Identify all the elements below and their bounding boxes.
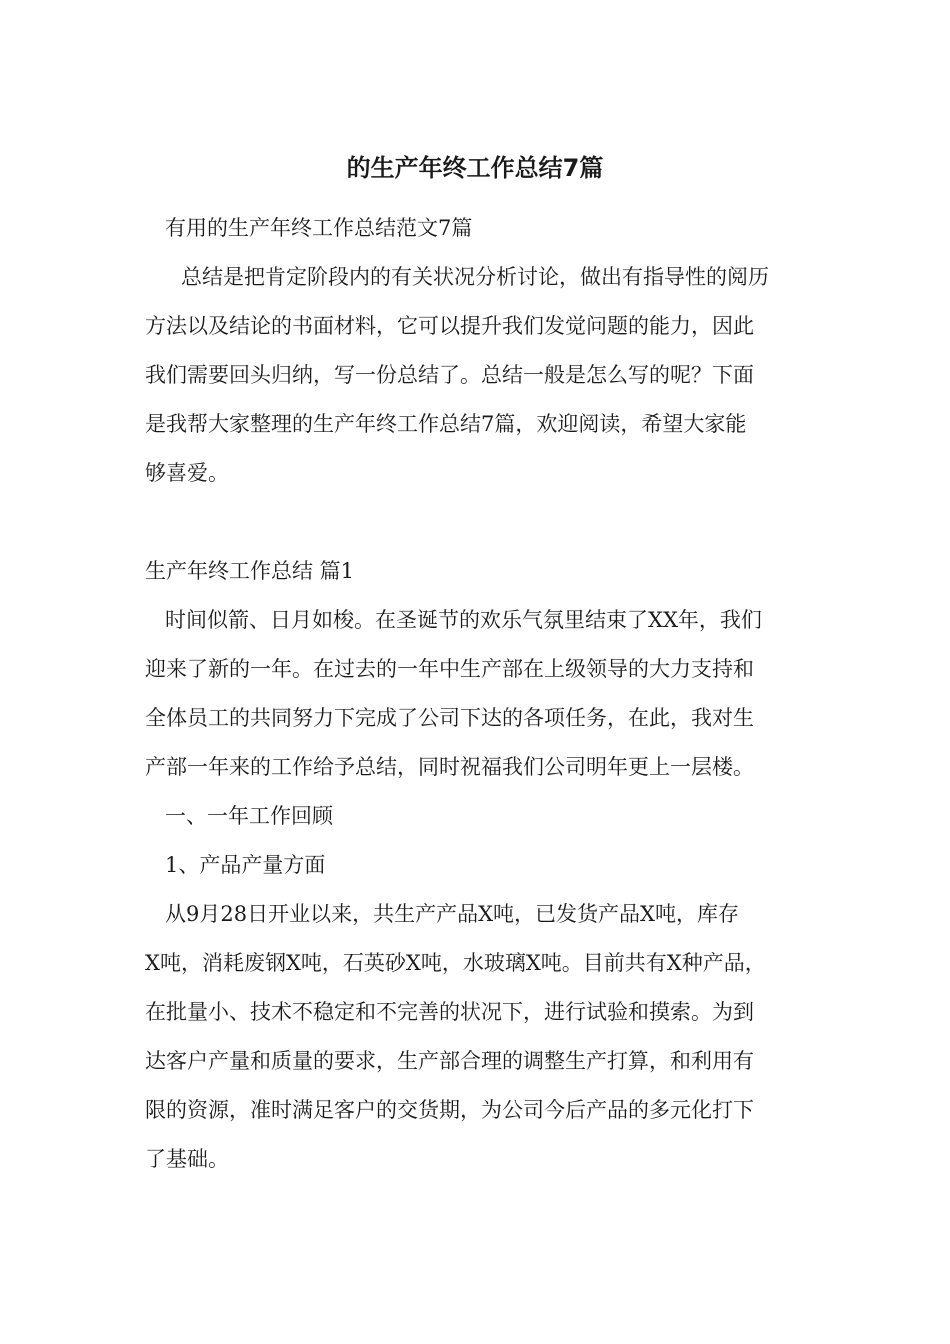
- paragraph-line: 从9月28日开业以来，共生产产品X吨，已发货产品X吨，库存: [165, 902, 739, 926]
- document-subtitle: 有用的生产年终工作总结范文7篇: [165, 216, 473, 240]
- paragraph-line: 在批量小、技术不稳定和不完善的状况下，进行试验和摸索。为到: [145, 1000, 754, 1024]
- paragraph-line: 达客户产量和质量的要求，生产部合理的调整生产打算，和利用有: [145, 1049, 754, 1073]
- intro-line: 是我帮大家整理的生产年终工作总结7篇，欢迎阅读，希望大家能: [145, 412, 747, 436]
- section-heading: 生产年终工作总结 篇1: [145, 559, 355, 583]
- heading-work-review: 一、一年工作回顾: [165, 804, 333, 828]
- paragraph-line: X吨，消耗废钢X吨，石英砂X吨，水玻璃X吨。目前共有X种产品，: [145, 951, 766, 975]
- paragraph-line: 限的资源，准时满足客户的交货期，为公司今后产品的多元化打下: [145, 1098, 754, 1122]
- paragraph-gap: [145, 498, 825, 547]
- paragraph-1: [145, 596, 825, 792]
- paragraph-2: [145, 890, 825, 1184]
- intro-line: 我们需要回头归纳，写一份总结了。总结一般是怎么写的呢？下面: [145, 363, 754, 387]
- intro-line: 够喜爱。: [145, 461, 229, 485]
- intro-line: 总结是把肯定阶段内的有关状况分析讨论，做出有指导性的阅历: [181, 265, 769, 289]
- paragraph-line: 时间似箭、日月如梭。在圣诞节的欢乐气氛里结束了XX年，我们: [165, 608, 762, 632]
- intro-line: 方法以及结论的书面材料，它可以提升我们发觉问题的能力，因此: [145, 314, 754, 338]
- document-body: [145, 204, 825, 1184]
- paragraph-line: 产部一年来的工作给予总结，同时祝福我们公司明年更上一层楼。: [145, 755, 754, 779]
- document-title: 的生产年终工作总结7篇: [346, 154, 604, 182]
- paragraph-line: 了基础。: [145, 1147, 229, 1171]
- intro-paragraph: [145, 253, 825, 498]
- paragraph-line: 迎来了新的一年。在过去的一年中生产部在上级领导的大力支持和: [145, 657, 754, 681]
- heading-product-output: 1、产品产量方面: [165, 853, 326, 877]
- paragraph-line: 全体员工的共同努力下完成了公司下达的各项任务，在此，我对生: [145, 706, 754, 730]
